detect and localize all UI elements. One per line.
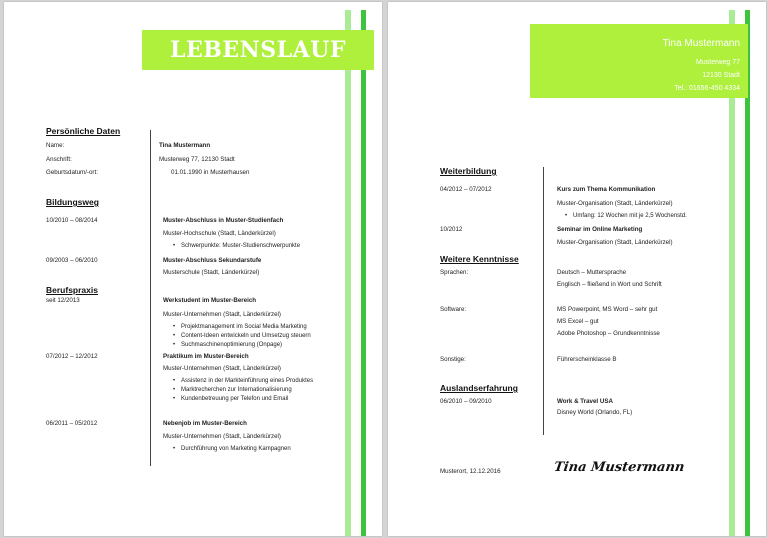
exp-org: Muster-Unternehmen (Stadt, Länderkürzel) (163, 433, 281, 440)
training-title: Kurs zum Thema Kommunikation (557, 186, 656, 193)
edu-date: 10/2010 – 08/2014 (46, 217, 98, 224)
training-date: 10/2012 (440, 226, 463, 233)
skills-language: Englisch – fließend in Wort und Schrift (557, 281, 662, 288)
edu-org: Musterschule (Stadt, Länderkürzel) (163, 269, 260, 276)
skills-software: Adobe Photoshop – Grundkenntnisse (557, 330, 660, 337)
exp-org: Muster-Unternehmen (Stadt, Länderkürzel) (163, 365, 281, 372)
exp-bullet: • Kundenbetreuung per Telefon und Email (181, 396, 288, 402)
section-heading-skills: Weitere Kenntnisse (440, 254, 519, 264)
skills-language: Deutsch – Muttersprache (557, 269, 627, 276)
signature: Tina Mustermann (552, 460, 686, 475)
abroad-place: Disney World (Orlando, FL) (557, 409, 633, 416)
title-banner (142, 30, 374, 70)
training-title: Seminar im Online Marketing (557, 226, 643, 233)
skills-other-label: Sonstige: (440, 356, 466, 363)
exp-date: seit 12/2013 (46, 297, 80, 304)
resume-page-1 (4, 2, 382, 536)
header-street: Musterweg 77 (696, 59, 740, 66)
resume-page-2 (388, 2, 766, 536)
value-name: Tina Mustermann (159, 142, 211, 149)
exp-date: 06/2011 – 05/2012 (46, 420, 98, 427)
label-birth: Geburtsdatum/-ort: (46, 169, 98, 176)
place-date: Musterort, 12.12.2016 (440, 468, 501, 475)
value-birth: 01.01.1990 in Musterhausen (171, 169, 250, 176)
edu-bullet: • Schwerpunkte: Muster-Studienschwerpunkte (181, 243, 300, 249)
exp-bullet: • Assistenz in der Markteinführung eines Produktes (181, 378, 313, 384)
header-name: Tina Mustermann (662, 38, 740, 49)
skills-software: MS Powerpoint, MS Word – sehr gut (557, 306, 658, 313)
training-bullet: • Umfang: 12 Wochen mit je 2,5 Wochenstd. (573, 213, 687, 219)
exp-date: 07/2012 – 12/2012 (46, 353, 98, 360)
exp-bullet: • Suchmaschinenoptimierung (Onpage) (181, 342, 282, 348)
exp-org: Muster-Unternehmen (Stadt, Länderkürzel) (163, 311, 281, 318)
exp-bullet: • Marktrecherchen zur Internationalisierung (181, 387, 292, 393)
exp-bullet: • Durchführung von Marketing Kampagnen (181, 446, 291, 452)
header-phone: Tel.: 01656-450 4334 (674, 85, 740, 92)
skills-languages-label: Sprachen: (440, 269, 469, 276)
edu-date: 09/2003 – 06/2010 (46, 257, 98, 264)
contact-banner (530, 24, 748, 98)
section-heading-education: Bildungsweg (46, 197, 99, 207)
edu-title: Muster-Abschluss in Muster-Studienfach (163, 217, 284, 224)
column-divider (543, 167, 544, 435)
edu-title: Muster-Abschluss Sekundarstufe (163, 257, 262, 264)
section-heading-abroad: Auslandserfahrung (440, 383, 518, 393)
column-divider (150, 130, 151, 466)
training-date: 04/2012 – 07/2012 (440, 186, 492, 193)
label-name: Name: (46, 142, 65, 149)
abroad-title: Work & Travel USA (557, 398, 613, 405)
value-address: Musterweg 77, 12130 Stadt (159, 156, 235, 163)
green-stripe-light (345, 10, 351, 536)
exp-bullet: • Projektmanagement im Social Media Marketing (181, 324, 307, 330)
section-heading-experience: Berufspraxis (46, 285, 98, 295)
section-heading-personal: Persönliche Daten (46, 126, 121, 136)
training-org: Muster-Organisation (Stadt, Länderkürzel) (557, 200, 673, 207)
training-org: Muster-Organisation (Stadt, Länderkürzel) (557, 239, 673, 246)
section-heading-training: Weiterbildung (440, 166, 497, 176)
exp-title: Praktikum im Muster-Bereich (163, 353, 249, 360)
edu-org: Muster-Hochschule (Stadt, Länderkürzel) (163, 230, 276, 237)
exp-title: Nebenjob im Muster-Bereich (163, 420, 247, 427)
skills-software: MS Excel – gut (557, 318, 599, 325)
abroad-date: 06/2010 – 09/2010 (440, 398, 492, 405)
page-title: LEBENSLAUF (170, 37, 346, 63)
skills-software-label: Software: (440, 306, 467, 313)
label-address: Anschrift: (46, 156, 72, 163)
exp-title: Werkstudent im Muster-Bereich (163, 297, 257, 304)
skills-other: Führerscheinklasse B (557, 356, 617, 363)
green-stripe-dark (361, 10, 366, 536)
exp-bullet: • Content-Ideen entwickeln und Umsetzug steuern (181, 333, 311, 339)
header-city: 12130 Stadt (702, 72, 740, 79)
